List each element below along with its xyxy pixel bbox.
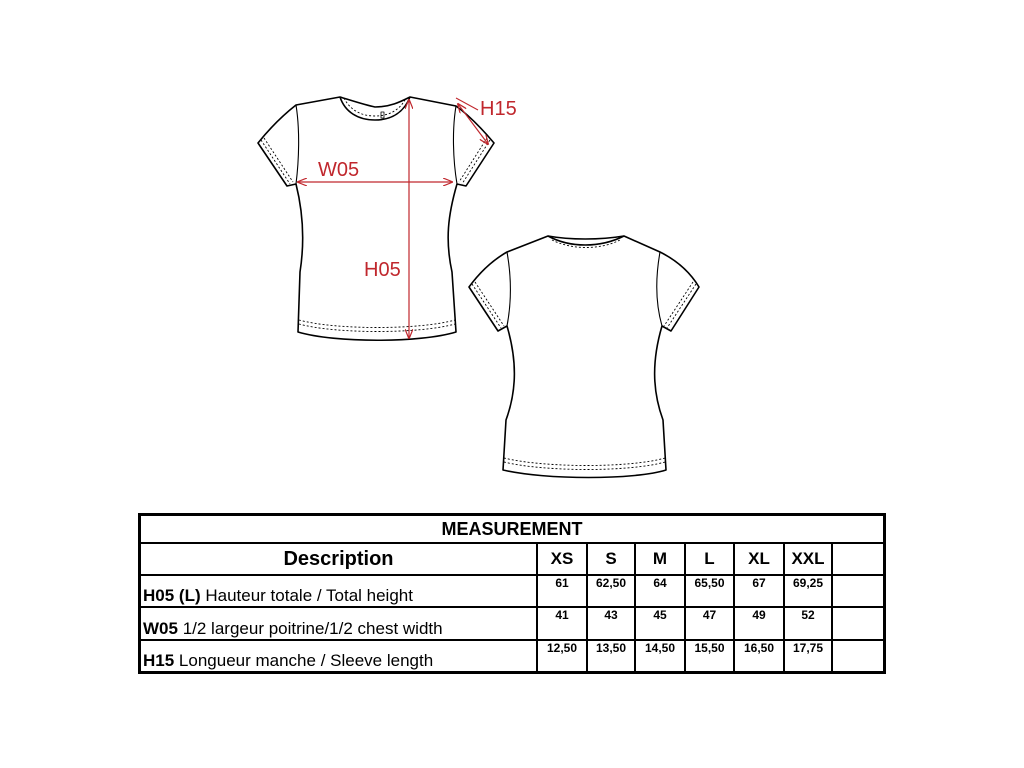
size-header-xl: XL — [734, 543, 784, 575]
table-row-total-height — [141, 575, 883, 607]
value-cell: 13,50 — [587, 640, 635, 671]
value-cell: 61 — [537, 575, 587, 607]
value-cell: 43 — [587, 607, 635, 639]
value-cell — [832, 575, 883, 607]
size-header-s: S — [587, 543, 635, 575]
row-description — [141, 575, 537, 607]
table-row-chest-width — [141, 607, 883, 639]
front-view-tshirt — [258, 97, 494, 340]
row-text: Longueur manche / Sleeve length — [178, 651, 434, 670]
row-code: H05 (L) — [143, 586, 201, 606]
row-description — [141, 607, 537, 639]
value-cell: 65,50 — [685, 575, 734, 607]
sleeve-dimension-label: H15 — [480, 98, 517, 120]
value-cell: 69,25 — [784, 575, 832, 607]
value-cell: 16,50 — [734, 640, 784, 671]
size-header-xxl: XXL — [784, 543, 832, 575]
description-header: Description — [141, 543, 537, 575]
value-cell: 41 — [537, 607, 587, 639]
value-cell: 62,50 — [587, 575, 635, 607]
row-description — [141, 640, 537, 671]
table-title: MEASUREMENT — [141, 516, 883, 543]
value-cell: 64 — [635, 575, 685, 607]
size-header-m: M — [635, 543, 685, 575]
row-text: 1/2 largeur poitrine/1/2 chest width — [182, 618, 443, 638]
back-view-tshirt — [469, 236, 699, 478]
size-header-xs: XS — [537, 543, 587, 575]
size-header-l: L — [685, 543, 734, 575]
value-cell: 15,50 — [685, 640, 734, 671]
value-cell: 14,50 — [635, 640, 685, 671]
height-dimension-label: H05 — [364, 259, 401, 281]
size-header-blank — [832, 543, 883, 575]
measurement-table — [141, 516, 883, 671]
table-row-sleeve-length — [141, 640, 883, 671]
value-cell: 52 — [784, 607, 832, 639]
value-cell: 49 — [734, 607, 784, 639]
row-code: W05 — [143, 618, 178, 638]
measurement-table-frame — [138, 513, 886, 674]
value-cell: 47 — [685, 607, 734, 639]
row-text: Hauteur totale / Total height — [205, 586, 413, 606]
value-cell — [832, 607, 883, 639]
value-cell: 17,75 — [784, 640, 832, 671]
value-cell — [832, 640, 883, 671]
chest-dimension-label: W05 — [318, 159, 360, 181]
measurement-lines — [298, 98, 488, 338]
value-cell: 67 — [734, 575, 784, 607]
value-cell: 45 — [635, 607, 685, 639]
value-cell: 12,50 — [537, 640, 587, 671]
row-code: H15 — [143, 651, 175, 670]
